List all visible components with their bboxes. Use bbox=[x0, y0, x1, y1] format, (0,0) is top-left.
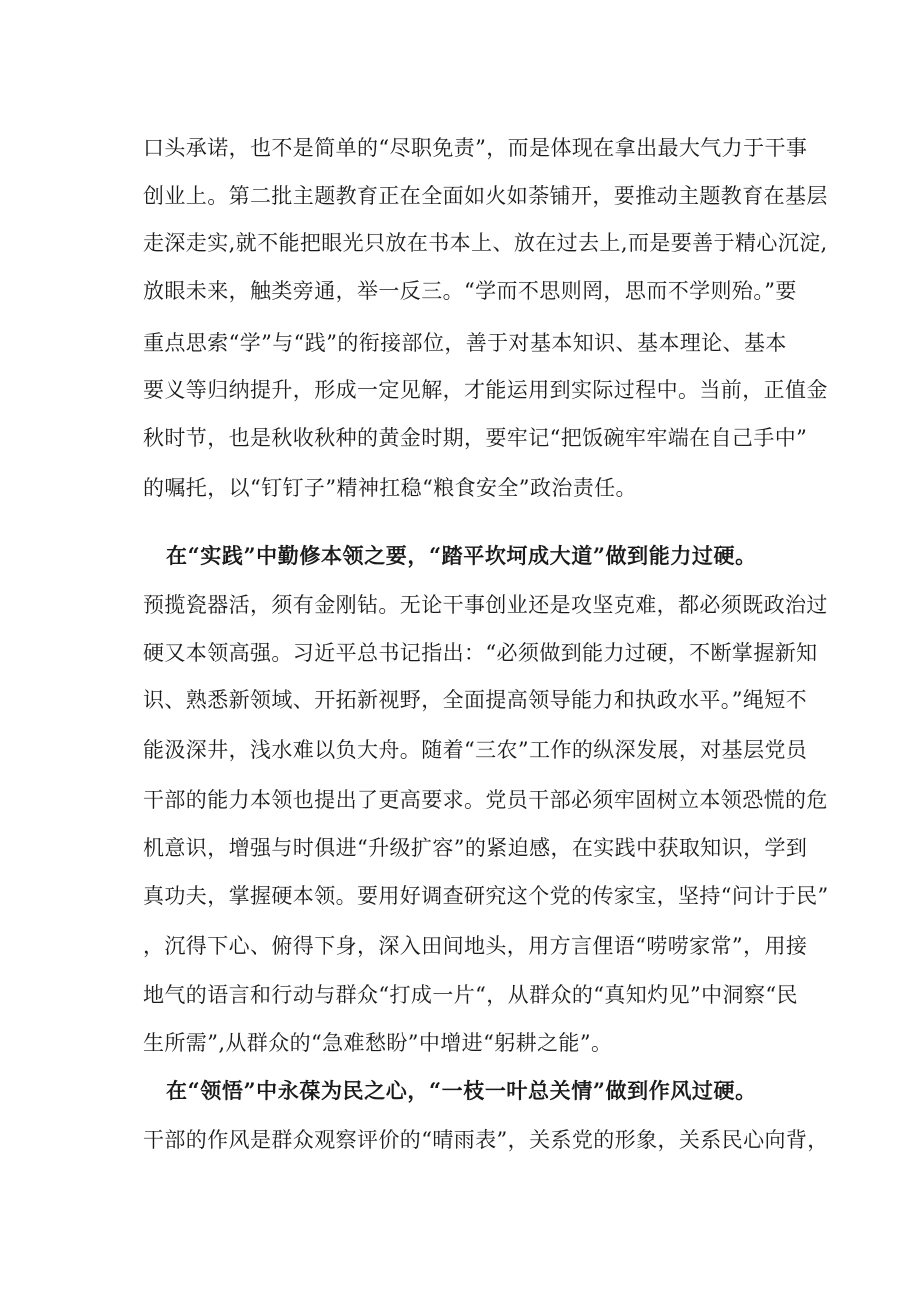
text-line: 生所需”,从群众的“急难愁盼”中增进“躬耕之能”。 bbox=[143, 1031, 613, 1055]
text-line: 的嘱托，以“钉钉子”精神扛稳“粮食安全”政治责任。 bbox=[143, 476, 637, 500]
text-line: 预揽瓷器活，须有金刚钻。无论干事创业还是攻坚克难，都必须既政治过 bbox=[143, 593, 828, 617]
text-line: 真功夫，掌握硬本领。要用好调查研究这个党的传家宝，坚持“问计于民” bbox=[143, 884, 829, 908]
text-line: 走深走实,就不能把眼光只放在书本上、放在过去上,而是要善于精心沉淀, bbox=[143, 231, 828, 255]
text-line: 地气的语言和行动与群众“打成一片“，从群众的“真知灼见”中洞察“民 bbox=[143, 983, 798, 1007]
text-line: 重点思索“学”与“践”的衔接部位，善于对基本知识、基本理论、基本 bbox=[143, 331, 787, 355]
text-line: 要义等归纳提升，形成一定见解，才能运用到实际过程中。当前，正值金 bbox=[143, 378, 828, 402]
text-line: 识、熟悉新领域、开拓新视野，全面提高领导能力和执政水平。”绳短不 bbox=[143, 688, 808, 712]
text-line: 硬又本领高强。习近平总书记指出：“必须做到能力过硬，不断掌握新知 bbox=[143, 641, 818, 665]
section-heading-practice: 在“实践”中勤修本领之要，“踏平坎坷成大道”做到能力过硬。 bbox=[166, 543, 757, 568]
text-line: 干部的能力本领也提出了更高要求。党员干部必须牢固树立本领恐慌的危 bbox=[143, 788, 828, 812]
text-line: 能汲深井，浅水难以负大舟。随着“三农”工作的纵深发展，对基层党员 bbox=[143, 738, 808, 762]
text-line: ，沉得下心、俯得下身，深入田间地头，用方言俚语“唠唠家常”，用接 bbox=[143, 934, 808, 958]
text-line: 口头承诺，也不是简单的“尽职免责”，而是体现在拿出最大气力于干事 bbox=[143, 136, 808, 160]
text-line: 放眼未来，触类旁通，举一反三。“学而不思则罔，思而不学则殆。”要 bbox=[143, 279, 797, 303]
text-line: 机意识，增强与时俱进“升级扩容”的紧迫感，在实践中获取知识，学到 bbox=[143, 836, 808, 860]
text-line: 干部的作风是群众观察评价的“晴雨表”，关系党的形象，关系民心向背， bbox=[143, 1128, 829, 1152]
text-line: 秋时节，也是秋收秋种的黄金时期，要牢记“把饭碗牢牢端在自己手中” bbox=[143, 426, 808, 450]
text-line: 创业上。第二批主题教育正在全面如火如荼铺开，要推动主题教育在基层 bbox=[143, 184, 828, 208]
section-heading-understanding: 在“领悟”中永葆为民之心，“一枝一叶总关情”做到作风过硬。 bbox=[166, 1078, 757, 1103]
